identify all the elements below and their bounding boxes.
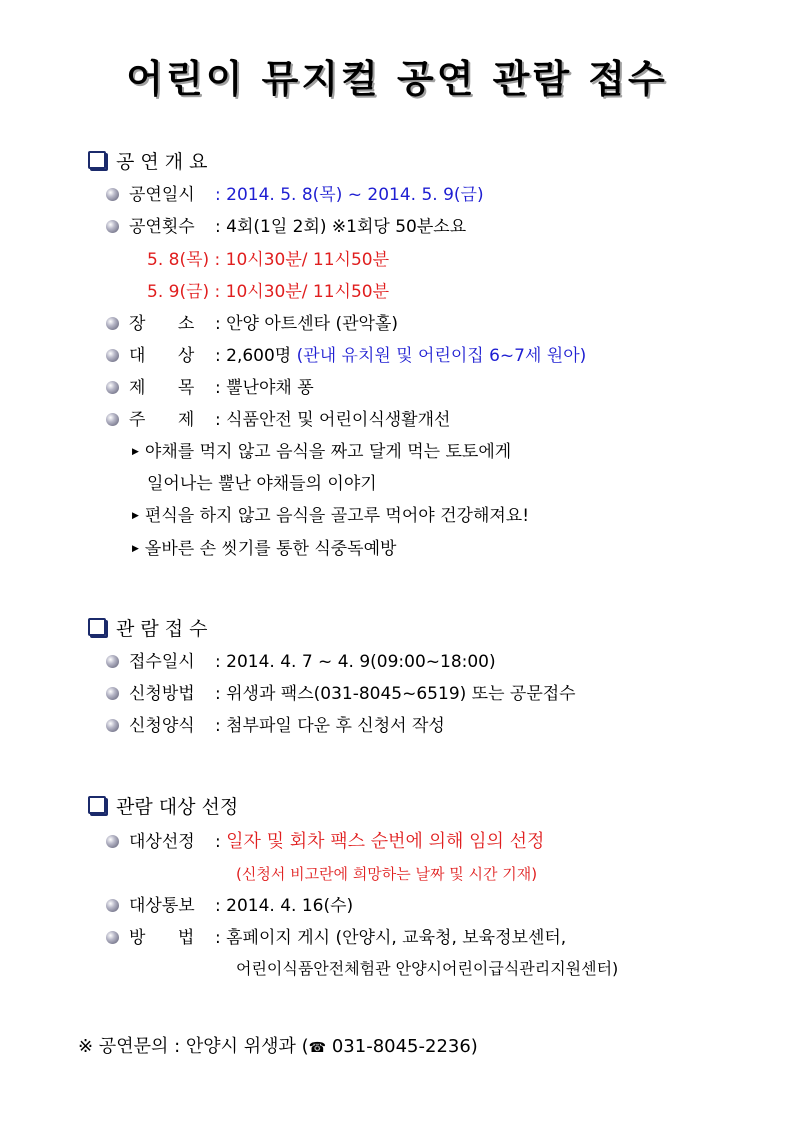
bullet-ball-icon bbox=[106, 835, 119, 848]
application-method-row: 신청방법 : 위생과 팩스(031-8045~6519) 또는 공문접수 bbox=[106, 682, 576, 706]
bullet-ball-icon bbox=[106, 899, 119, 912]
bullet-ball-icon bbox=[106, 719, 119, 732]
theme-bullet-2: ▶ 편식을 하지 않고 음식을 골고루 먹어야 건강해져요! bbox=[132, 506, 530, 526]
section-heading-performance: 공 연 개 요 bbox=[88, 150, 208, 174]
bullet-ball-icon bbox=[106, 220, 119, 233]
place-row: 장 소 : 안양 아트센타 (관악홀) bbox=[106, 312, 398, 336]
checkbox-square-icon bbox=[88, 618, 106, 636]
subject-row: 제 목 : 뿔난야채 퐁 bbox=[106, 376, 314, 400]
selection-note: (신청서 비고란에 희망하는 날짜 및 시간 기재) bbox=[236, 865, 538, 883]
bullet-ball-icon bbox=[106, 655, 119, 668]
triangle-bullet-icon: ▶ bbox=[132, 544, 139, 554]
contact-footer: ※ 공연문의 : 안양시 위생과 (☎ 031-8045-2236) bbox=[78, 1035, 478, 1060]
performance-count-row: 공연횟수 : 4회(1일 2회) ※1회당 50분소요 bbox=[106, 215, 466, 239]
triangle-bullet-icon: ▶ bbox=[132, 511, 139, 521]
theme-bullet-1-cont: 일어나는 뿔난 야채들의 이야기 bbox=[147, 474, 377, 494]
checkbox-square-icon bbox=[88, 151, 106, 169]
performance-date-row: 공연일시 : 2014. 5. 8(목) ~ 2014. 5. 9(금) bbox=[106, 183, 484, 207]
method-row: 방 법 : 홈페이지 게시 (안양시, 교육청, 보육정보센터, bbox=[106, 926, 566, 950]
notice-row: 대상통보 : 2014. 4. 16(수) bbox=[106, 894, 353, 918]
section-heading-reception: 관 람 접 수 bbox=[88, 617, 208, 641]
bullet-ball-icon bbox=[106, 381, 119, 394]
session-may9: 5. 9(금) : 10시30분/ 11시50분 bbox=[147, 282, 390, 302]
bullet-ball-icon bbox=[106, 188, 119, 201]
bullet-ball-icon bbox=[106, 413, 119, 426]
application-form-row: 신청양식 : 첨부파일 다운 후 신청서 작성 bbox=[106, 714, 445, 738]
bullet-ball-icon bbox=[106, 687, 119, 700]
selection-row: 대상선정 : 일자 및 회차 팩스 순번에 의해 임의 선정 bbox=[106, 830, 544, 854]
target-row: 대 상 : 2,600명 (관내 유치원 및 어린이집 6~7세 원아) bbox=[106, 344, 586, 368]
method-row-cont: 어린이식품안전체험관 안양시어린이급식관리지원센터) bbox=[236, 959, 619, 978]
theme-row: 주 제 : 식품안전 및 어린이식생활개선 bbox=[106, 408, 450, 432]
checkbox-square-icon bbox=[88, 796, 106, 814]
page-title: 어린이 뮤지컬 공연 관람 접수 bbox=[126, 57, 668, 101]
telephone-icon: ☎ bbox=[308, 1040, 327, 1056]
triangle-bullet-icon: ▶ bbox=[132, 447, 139, 457]
section-heading-selection: 관람 대상 선정 bbox=[88, 795, 238, 819]
bullet-ball-icon bbox=[106, 931, 119, 944]
reception-date-row: 접수일시 : 2014. 4. 7 ~ 4. 9(09:00~18:00) bbox=[106, 650, 496, 674]
theme-bullet-1: ▶ 야채를 먹지 않고 음식을 짜고 달게 먹는 토토에게 bbox=[132, 442, 512, 462]
theme-bullet-3: ▶ 올바른 손 씻기를 통한 식중독예방 bbox=[132, 539, 397, 559]
session-may8: 5. 8(목) : 10시30분/ 11시50분 bbox=[147, 250, 390, 270]
bullet-ball-icon bbox=[106, 349, 119, 362]
bullet-ball-icon bbox=[106, 317, 119, 330]
